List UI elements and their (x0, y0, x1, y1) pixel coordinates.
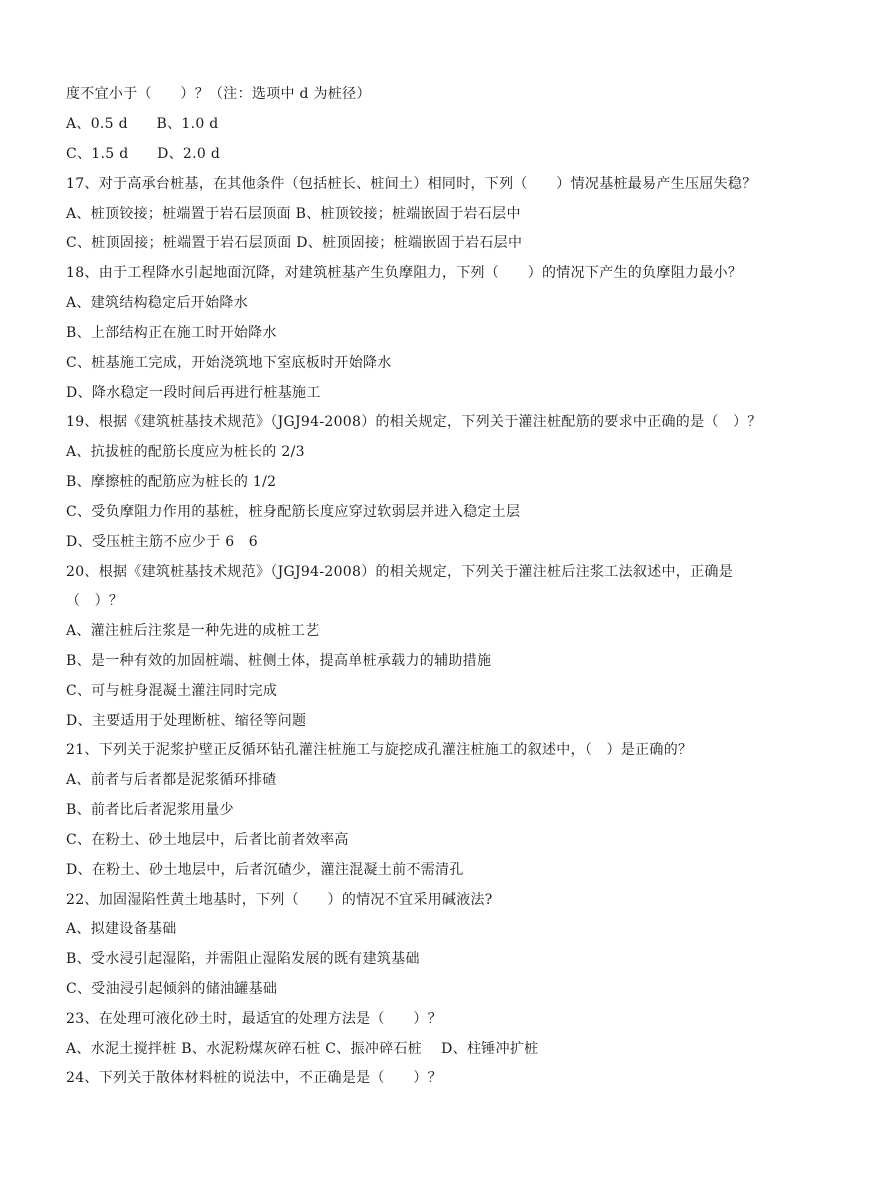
q19-option-d: D、受压桩主筋不应少于 6 6 (66, 534, 258, 550)
q21-option-b: B、前者比后者泥浆用量少 (66, 802, 234, 818)
q20-option-d: D、主要适用于处理断桩、缩径等问题 (66, 713, 307, 729)
q16-options-cd: C、1.5 d D、2.0 d (66, 146, 221, 162)
question-21-stem: 21、下列关于泥浆护壁正反循环钻孔灌注桩施工与旋挖成孔灌注桩施工的叙述中，（ ）是正确的？ (66, 742, 693, 758)
q21-option-c: C、在粉土、砂土地层中，后者比前者效率高 (66, 832, 349, 848)
question-16-stem-continuation: 度不宜小于（ ）？（注：选项中 d 为桩径） (66, 86, 371, 102)
q17-options-cd: C、桩顶固接；桩端置于岩石层顶面 D、桩顶固接；桩端嵌固于岩石层中 (66, 235, 523, 251)
question-20-stem-continuation: （ ）？ (66, 593, 124, 609)
q21-option-a: A、前者与后者都是泥浆循环排碴 (66, 772, 277, 788)
q16-options-ab: A、0.5 d B、1.0 d (66, 116, 219, 132)
q18-option-d: D、降水稳定一段时间后再进行桩基施工 (66, 385, 321, 401)
question-17-stem: 17、对于高承台桩基，在其他条件（包括桩长、桩间土）相同时，下列（ ）情况基桩最易产生压屈失稳？ (66, 176, 757, 192)
question-22-stem: 22、加固湿陷性黄土地基时，下列（ ）的情况不宜采用碱液法? (66, 892, 493, 908)
q18-option-b: B、上部结构正在施工时开始降水 (66, 325, 277, 341)
q20-option-b: B、是一种有效的加固桩端、桩侧土体，提高单桩承载力的辅助措施 (66, 653, 492, 669)
q23-options: A、水泥土搅拌桩 B、水泥粉煤灰碎石桩 C、振冲碎石桩 D、柱锤冲扩桩 (66, 1041, 539, 1057)
q17-options-ab: A、桩顶铰接；桩端置于岩石层顶面 B、桩顶铰接；桩端嵌固于岩石层中 (66, 206, 521, 222)
question-24-stem: 24、下列关于散体材料桩的说法中，不正确是是（ ）？ (66, 1070, 442, 1086)
q19-option-a: A、抗拔桩的配筋长度应为桩长的 2/3 (66, 444, 305, 460)
q21-option-d: D、在粉土、砂土地层中，后者沉碴少，灌注混凝土前不需清孔 (66, 862, 464, 878)
q18-option-c: C、桩基施工完成，开始浇筑地下室底板时开始降水 (66, 355, 392, 371)
q22-option-a: A、拟建设备基础 (66, 921, 177, 937)
q22-option-b: B、受水浸引起湿陷，并需阻止湿陷发展的既有建筑基础 (66, 951, 420, 967)
question-19-stem: 19、根据《建筑桩基技术规范》（JGJ94-2008）的相关规定，下列关于灌注桩配筋的要求中正确的是（ ）？ (66, 414, 762, 430)
q20-option-a: A、灌注桩后注浆是一种先进的成桩工艺 (66, 623, 320, 639)
q19-option-c: C、受负摩阻力作用的基桩，桩身配筋长度应穿过软弱层并进入稳定土层 (66, 504, 521, 520)
q20-option-c: C、可与桩身混凝土灌注同时完成 (66, 683, 278, 699)
question-18-stem: 18、由于工程降水引起地面沉降，对建筑桩基产生负摩阻力，下列（ ）的情况下产生的负摩阻力最小？ (66, 265, 743, 281)
question-20-stem: 20、根据《建筑桩基技术规范》（JGJ94-2008）的相关规定，下列关于灌注桩后注浆工法叙述中，正确是 (66, 564, 733, 580)
question-23-stem: 23、在处理可液化砂土时，最适宜的处理方法是（ ）？ (66, 1011, 442, 1027)
q18-option-a: A、建筑结构稳定后开始降水 (66, 295, 249, 311)
q22-option-c: C、受油浸引起倾斜的储油罐基础 (66, 981, 278, 997)
q19-option-b: B、摩擦桩的配筋应为桩长的 1/2 (66, 474, 277, 490)
